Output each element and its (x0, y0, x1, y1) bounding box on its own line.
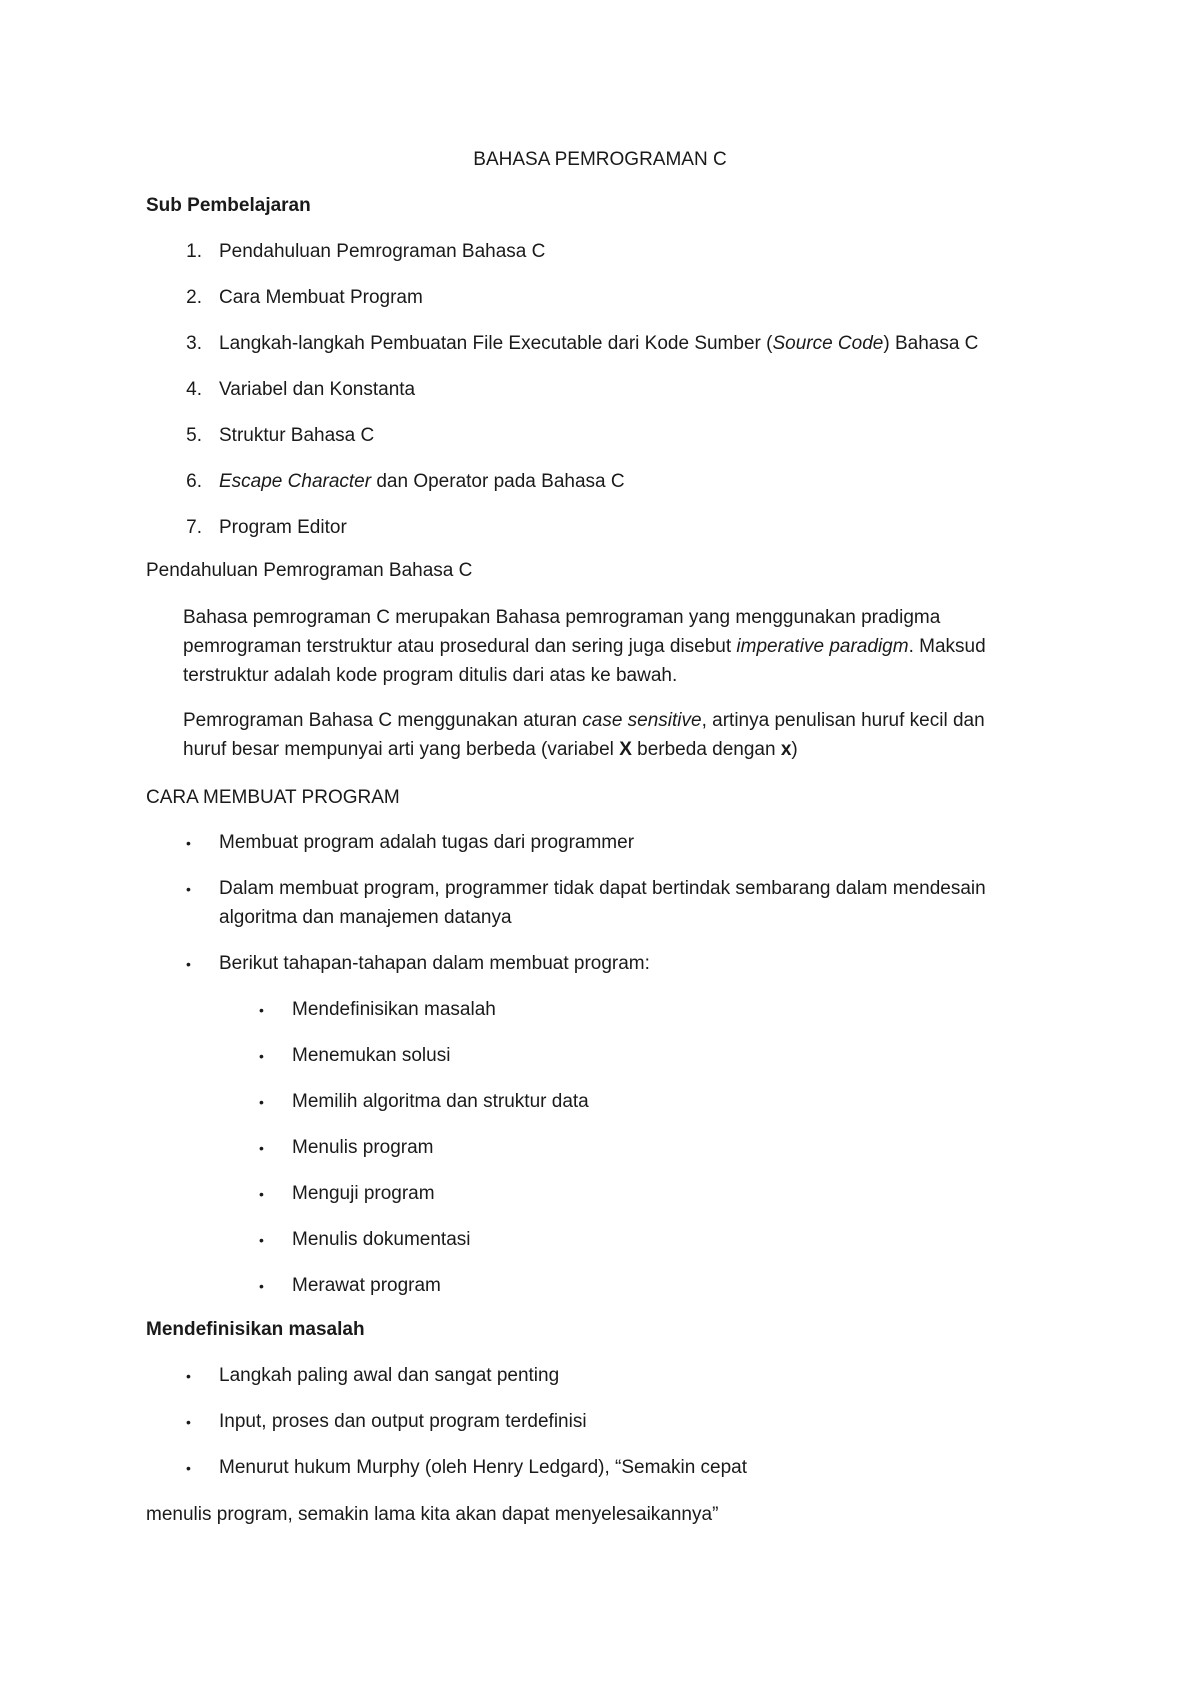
bullet-item: Dalam membuat program, programmer tidak dapat bertindak sembarang dalam mendesain (219, 878, 986, 899)
text-run: Langkah-langkah Pembuatan File Executable dari Kode Sumber ( (219, 333, 773, 354)
toc-item (219, 377, 415, 403)
bullet-item-continuation: algoritma dan manajemen datanya (219, 907, 512, 928)
toc-item (219, 331, 978, 357)
bold-term: X (619, 739, 632, 760)
text-run: . Maksud (908, 636, 986, 657)
text-run: Variabel dan Konstanta (219, 379, 416, 400)
toc-item-number: 5. (186, 425, 202, 446)
bullet-icon: • (259, 1278, 264, 1294)
paragraph-line: terstruktur adalah kode program ditulis dari atas ke bawah. (183, 665, 678, 686)
sub-bullet-item: Memilih algoritma dan struktur data (292, 1091, 589, 1112)
sub-bullet-item: Menguji program (292, 1183, 435, 1204)
paragraph-line (183, 737, 798, 763)
paragraph-line: Bahasa pemrograman C merupakan Bahasa pemrograman yang menggunakan pradigma (183, 607, 941, 628)
sub-heading: Sub Pembelajaran (146, 195, 311, 216)
bullet-item: Langkah paling awal dan sangat penting (219, 1365, 560, 1386)
toc-item (219, 469, 625, 495)
paragraph-line (183, 634, 986, 660)
text-run: Pendahuluan Pemrograman Bahasa C (219, 241, 546, 262)
section-heading-mendefinisikan: Mendefinisikan masalah (146, 1319, 365, 1340)
bullet-icon: • (186, 1414, 191, 1430)
toc-item (219, 285, 423, 311)
paragraph-line: menulis program, semakin lama kita akan dapat menyelesaikannya” (146, 1504, 719, 1525)
sub-bullet-item: Merawat program (292, 1275, 441, 1296)
text-run: Pemrograman Bahasa C menggunakan aturan (183, 710, 583, 731)
sub-bullet-item: Menulis dokumentasi (292, 1229, 471, 1250)
sub-bullet-item: Mendefinisikan masalah (292, 999, 496, 1020)
toc-item-number: 2. (186, 287, 202, 308)
text-run: Cara Membuat Program (219, 287, 423, 308)
paragraph-line (183, 708, 985, 734)
bullet-icon: • (186, 835, 191, 851)
bullet-item: Berikut tahapan-tahapan dalam membuat program: (219, 953, 650, 974)
toc-item (219, 423, 374, 449)
sub-bullet-item: Menemukan solusi (292, 1045, 451, 1066)
text-run: dan Operator pada Bahasa C (371, 471, 625, 492)
bullet-icon: • (259, 1140, 264, 1156)
bullet-icon: • (259, 1002, 264, 1018)
text-run: Program Editor (219, 517, 347, 538)
toc-item-number: 3. (186, 333, 202, 354)
toc-item (219, 239, 545, 265)
text-run: berbeda dengan (631, 739, 781, 760)
document-title: BAHASA PEMROGRAMAN C (473, 149, 727, 170)
toc-item-number: 1. (186, 241, 202, 262)
italic-term: Escape Character (219, 471, 372, 492)
text-run: huruf besar mempunyai arti yang berbeda (variabel (183, 739, 620, 760)
bullet-icon: • (186, 1460, 191, 1476)
section-heading-cara-membuat: CARA MEMBUAT PROGRAM (146, 787, 400, 808)
italic-term: imperative paradigm (736, 636, 909, 657)
bullet-icon: • (259, 1094, 264, 1110)
text-run: ) (791, 739, 798, 760)
bullet-icon: • (259, 1186, 264, 1202)
text-run: , artinya penulisan huruf kecil dan (701, 710, 985, 731)
sub-bullet-item: Menulis program (292, 1137, 434, 1158)
bold-term: x (780, 739, 792, 760)
bullet-icon: • (259, 1048, 264, 1064)
bullet-icon: • (259, 1232, 264, 1248)
text-run: pemrograman terstruktur atau prosedural dan sering juga disebut (183, 636, 737, 657)
bullet-icon: • (186, 956, 191, 972)
bullet-item: Membuat program adalah tugas dari programmer (219, 832, 635, 853)
toc-item-number: 4. (186, 379, 202, 400)
toc-item-number: 6. (186, 471, 202, 492)
italic-term: Source Code (772, 333, 884, 354)
section-heading-pendahuluan: Pendahuluan Pemrograman Bahasa C (146, 560, 473, 581)
bullet-icon: • (186, 881, 191, 897)
text-run: ) Bahasa C (883, 333, 979, 354)
bullet-item: Menurut hukum Murphy (oleh Henry Ledgard), “Semakin cepat (219, 1457, 748, 1478)
bullet-item: Input, proses dan output program terdefinisi (219, 1411, 587, 1432)
toc-item-number: 7. (186, 517, 202, 538)
bullet-icon: • (186, 1368, 191, 1384)
toc-item (219, 515, 347, 541)
italic-term: case sensitive (582, 710, 702, 731)
text-run: Struktur Bahasa C (219, 425, 375, 446)
